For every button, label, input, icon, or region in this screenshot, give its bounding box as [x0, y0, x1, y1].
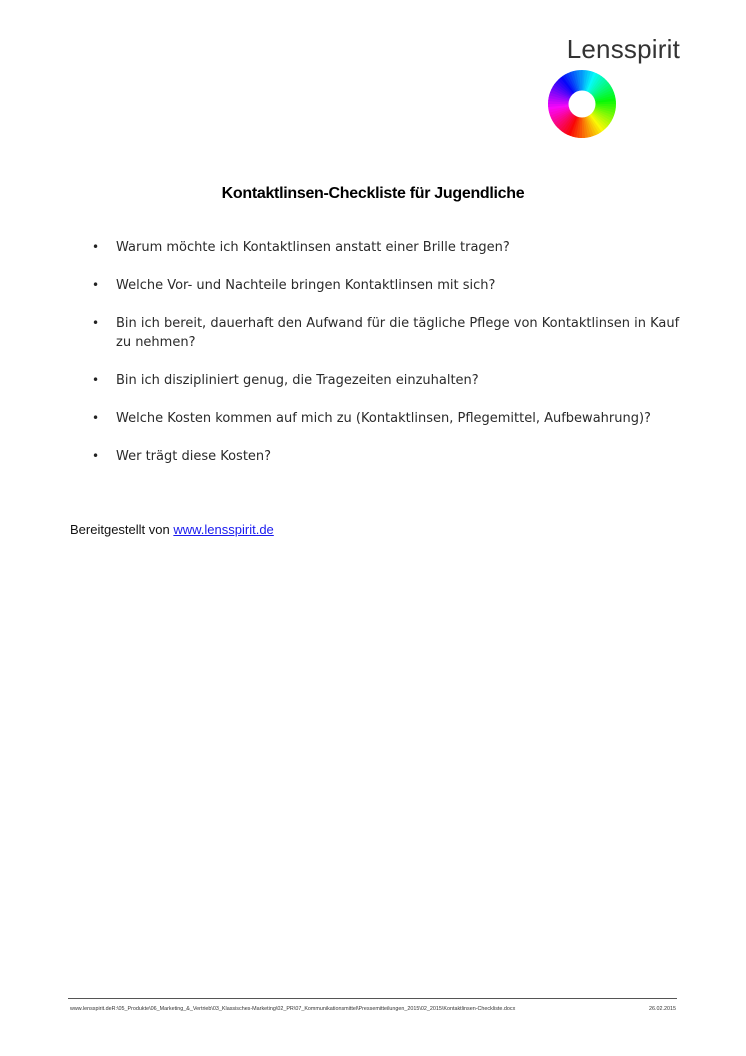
bullet-icon: • [92, 316, 100, 330]
list-item [90, 314, 690, 352]
checklist [90, 238, 690, 485]
footer-divider [68, 998, 677, 999]
bullet-icon: • [92, 278, 100, 292]
bullet-icon: • [92, 240, 100, 254]
list-item [90, 371, 690, 390]
provided-by-label: Bereitgestellt von [70, 522, 170, 537]
color-wheel-logo [548, 70, 616, 138]
document-title: Kontaktlinsen-Checkliste für Jugendliche [221, 185, 525, 202]
list-item-text: Welche Vor- und Nachteile bringen Kontaktlinsen mit sich? [116, 278, 496, 293]
list-item [90, 447, 690, 466]
bullet-icon: • [92, 449, 100, 463]
list-item [90, 409, 690, 428]
brand-name: Lensspirit [566, 34, 680, 64]
bullet-icon: • [92, 411, 100, 425]
list-item [90, 276, 690, 295]
list-item [90, 238, 690, 257]
footer-date: 26.02.2015 [649, 1006, 676, 1012]
footer-file-path: www.lensspirit.deR:\05_Produkte\06_Marketing_&_Vertrieb\03_Klassisches-Marketing\02_PR\07_Kommunikationsmittel\Pressemitteilungen_2015\02_2015\Kontaktlinsen-Checkliste.docx [70, 1006, 516, 1012]
list-item-text: Bin ich diszipliniert genug, die Tragezeiten einzuhalten? [116, 373, 479, 388]
list-item-text: Wer trägt diese Kosten? [116, 449, 272, 464]
provided-by [70, 522, 274, 537]
website-link[interactable]: www.lensspirit.de [173, 522, 274, 537]
list-item-text: Welche Kosten kommen auf mich zu (Kontaktlinsen, Pflegemittel, Aufbewahrung)? [116, 411, 651, 426]
list-item-text: Bin ich bereit, dauerhaft den Aufwand für die tägliche Pflege von Kontaktlinsen in Kauf zu nehmen? [116, 316, 680, 350]
list-item-text: Warum möchte ich Kontaktlinsen anstatt einer Brille tragen? [116, 240, 510, 255]
bullet-icon: • [92, 373, 100, 387]
